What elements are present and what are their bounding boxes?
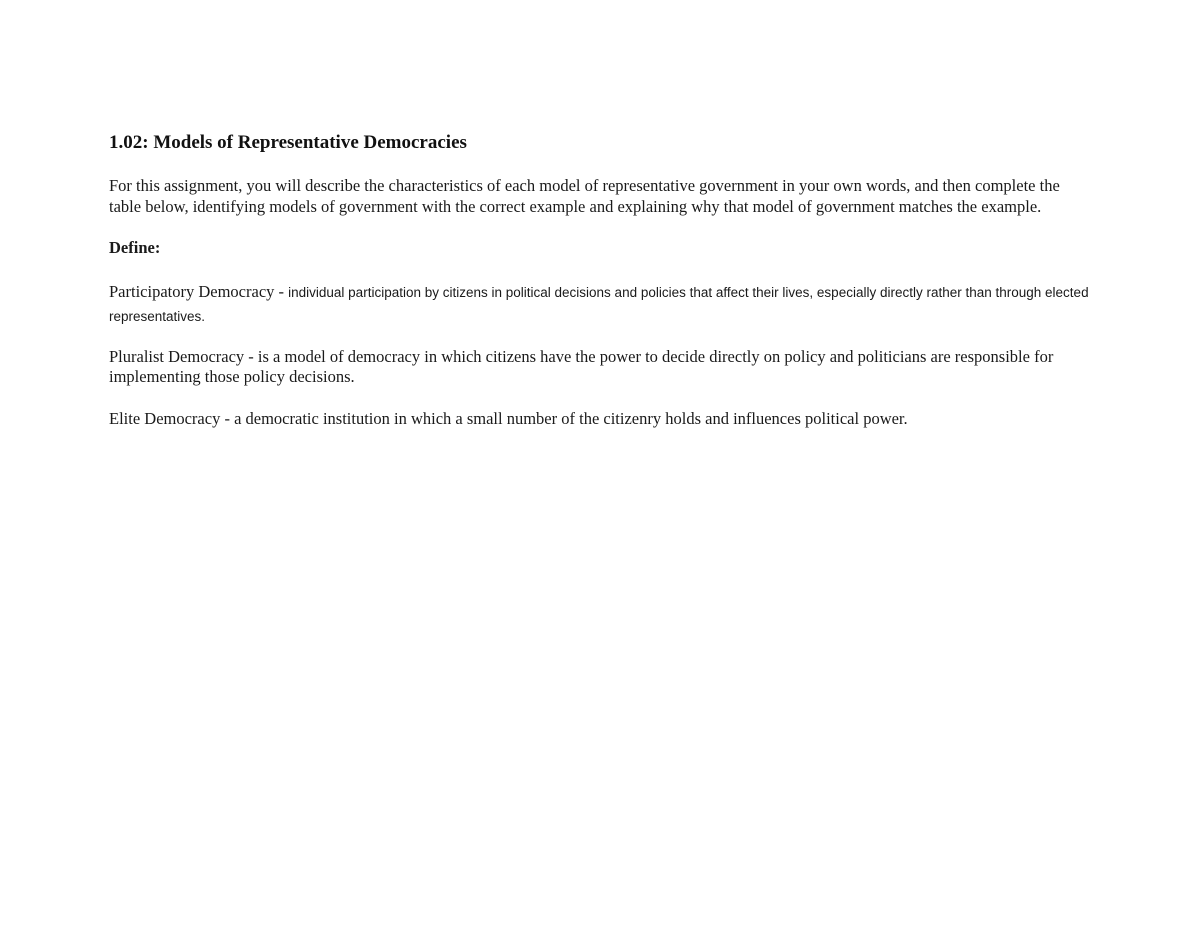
definition-term: Elite Democracy -: [109, 408, 235, 428]
define-heading: Define:: [109, 238, 161, 257]
definition-participatory: [109, 280, 1089, 328]
definition-text: a democratic institution in which a small number of the citizenry holds and influences political power.: [234, 408, 908, 428]
document-page: [109, 131, 1089, 450]
definition-text: is a model of democracy in which citizens have the power to decide directly on policy and politicians are responsible for implementing those policy decisions.: [109, 346, 1054, 386]
definition-text: individual participation by citizens in political decisions and policies that affect their lives, especially directly rather than through elected representatives.: [109, 284, 1089, 324]
assignment-intro: For this assignment, you will describe the characteristics of each model of representative government in your own words, and then complete the table below, identifying models of government with the correct example and explaining why that model of government matches the example.: [109, 176, 1060, 216]
definition-term: Participatory Democracy -: [109, 281, 289, 301]
definition-pluralist: [109, 347, 1089, 388]
definition-elite: [109, 409, 1089, 430]
definition-term: Pluralist Democracy -: [109, 346, 258, 366]
document-title: 1.02: Models of Representative Democracies: [109, 132, 467, 153]
